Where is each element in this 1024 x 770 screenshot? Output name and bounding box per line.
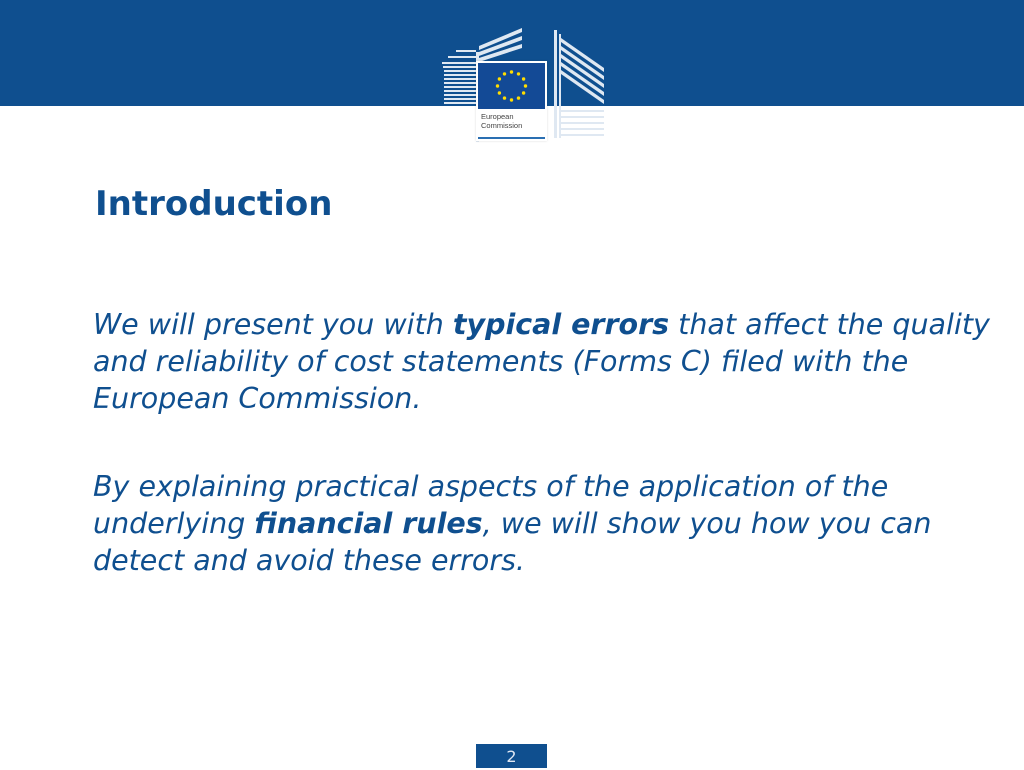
paragraph-2-emphasis: financial rules: [254, 507, 483, 540]
slide-title: Introduction: [95, 184, 333, 224]
intro-paragraph-2: [93, 468, 993, 579]
right-building-wing: [554, 30, 604, 138]
paragraph-1-text-end: that affect the quality and reliability of cost statements (Forms C) filed with the European Commission.: [93, 308, 990, 415]
logo-underline: [478, 137, 545, 139]
logo-text: European Commission: [481, 112, 523, 130]
intro-paragraph-1: [93, 306, 993, 417]
paragraph-2-text-start: By explaining practical aspects of the application of the underlying: [93, 470, 889, 540]
eu-flag-icon: [478, 63, 545, 109]
paragraph-2-text-end: , we will show you how you can detect and avoid these errors.: [93, 507, 932, 577]
page-number: 2: [476, 744, 547, 768]
european-commission-logo: [476, 61, 547, 141]
paragraph-1-text-start: We will present you with: [93, 308, 453, 341]
paragraph-1-emphasis: typical errors: [452, 308, 670, 341]
